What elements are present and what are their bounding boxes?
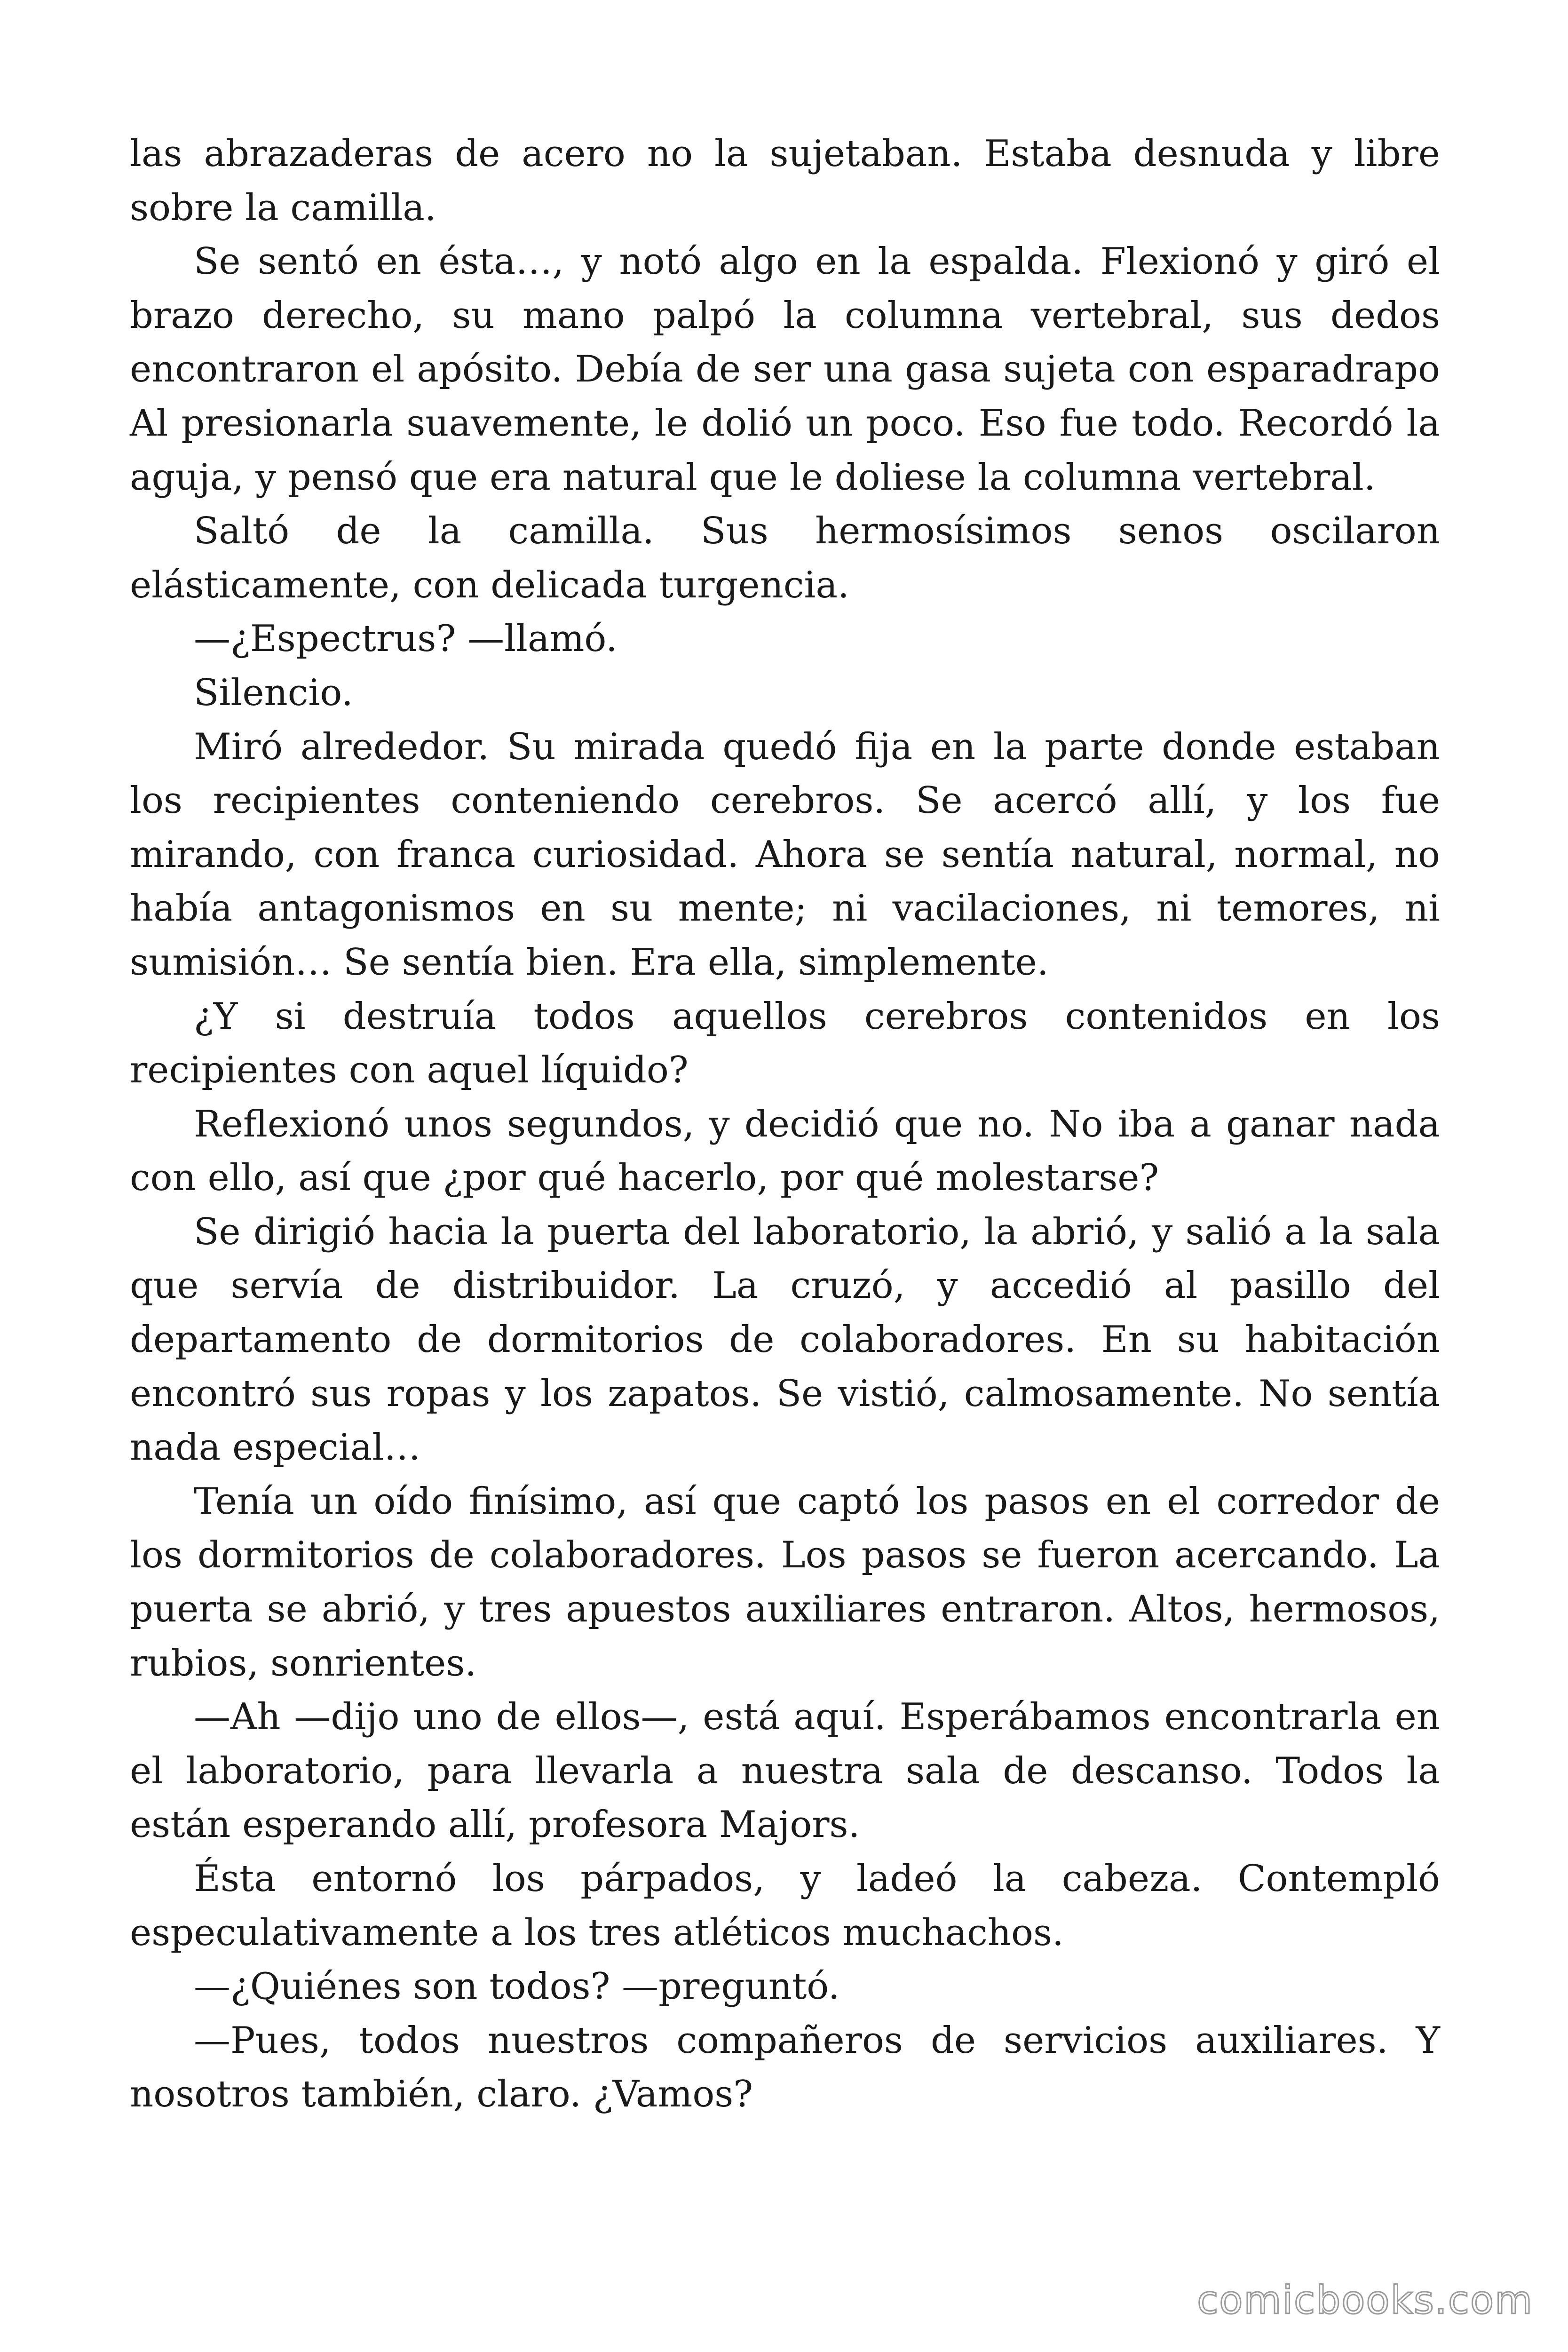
paragraph: Se dirigió hacia la puerta del laboratorio, la abrió, y salió a la sala que servía de distribuidor. La cruzó, y accedió al pasillo del departamento de dormitorios de colaboradores. En su habitación encontró sus ropas y los zapatos. Se vistió, calmosamente. No sentía nada especial… [130,1210,1440,1469]
dialogue-line: —¿Quiénes son todos? —preguntó. [194,1965,840,2008]
paragraph: Miró alrededor. Su mirada quedó fija en la parte donde estaban los recipientes conteniendo cerebros. Se acercó allí, y los fue mirando, con franca curiosidad. Ahora se sentía natural, normal, no había antagonismos en su mente; ni vacilaciones, ni temores, ni sumisión… Se sentía bien. Era ella, simplemente. [130,725,1440,984]
body-text [130,127,1440,2122]
paragraph: Saltó de la camilla. Sus hermosísimos senos oscilaron elásticamente, con delicada turgencia. [130,510,1440,606]
paragraph: Ésta entornó los párpados, y ladeó la cabeza. Contempló especulativamente a los tres atléticos muchachos. [130,1858,1440,1954]
watermark: comicbooks.com [1197,2278,1533,2323]
paragraph: Se sentó en ésta…, y notó algo en la espalda. Flexionó y giró el brazo derecho, su mano palpó la columna vertebral, sus dedos encontraron el apósito. Debía de ser una gasa sujeta con esparadrapo Al presionarla suavemente, le dolió un poco. Eso fue todo. Recordó la aguja, y pensó que era natural que le doliese la columna vertebral. [130,240,1440,499]
paragraph-continuation: las abrazaderas de acero no la sujetaban. Estaba desnuda y libre sobre la camilla. [130,133,1440,229]
dialogue-line: —¿Espectrus? —llamó. [194,618,618,660]
dialogue-line: —Ah —dijo uno de ellos—, está aquí. Esperábamos encontrarla en el laboratorio, para llevarla a nuestra sala de descanso. Todos la están esperando allí, profesora Majors. [130,1696,1440,1846]
paragraph: ¿Y si destruía todos aquellos cerebros contenidos en los recipientes con aquel líquido? [130,995,1440,1092]
dialogue-line: —Pues, todos nuestros compañeros de servicios auxiliares. Y nosotros también, claro. ¿Vamos? [130,2019,1440,2116]
paragraph: Silencio. [194,671,353,714]
paragraph: Tenía un oído finísimo, así que captó los pasos en el corredor de los dormitorios de colaboradores. Los pasos se fueron acercando. La puerta se abrió, y tres apuestos auxiliares entraron. Altos, hermosos, rubios, sonrientes. [130,1480,1440,1685]
paragraph: Reflexionó unos segundos, y decidió que no. No iba a ganar nada con ello, así que ¿por qué hacerlo, por qué molestarse? [130,1103,1440,1200]
